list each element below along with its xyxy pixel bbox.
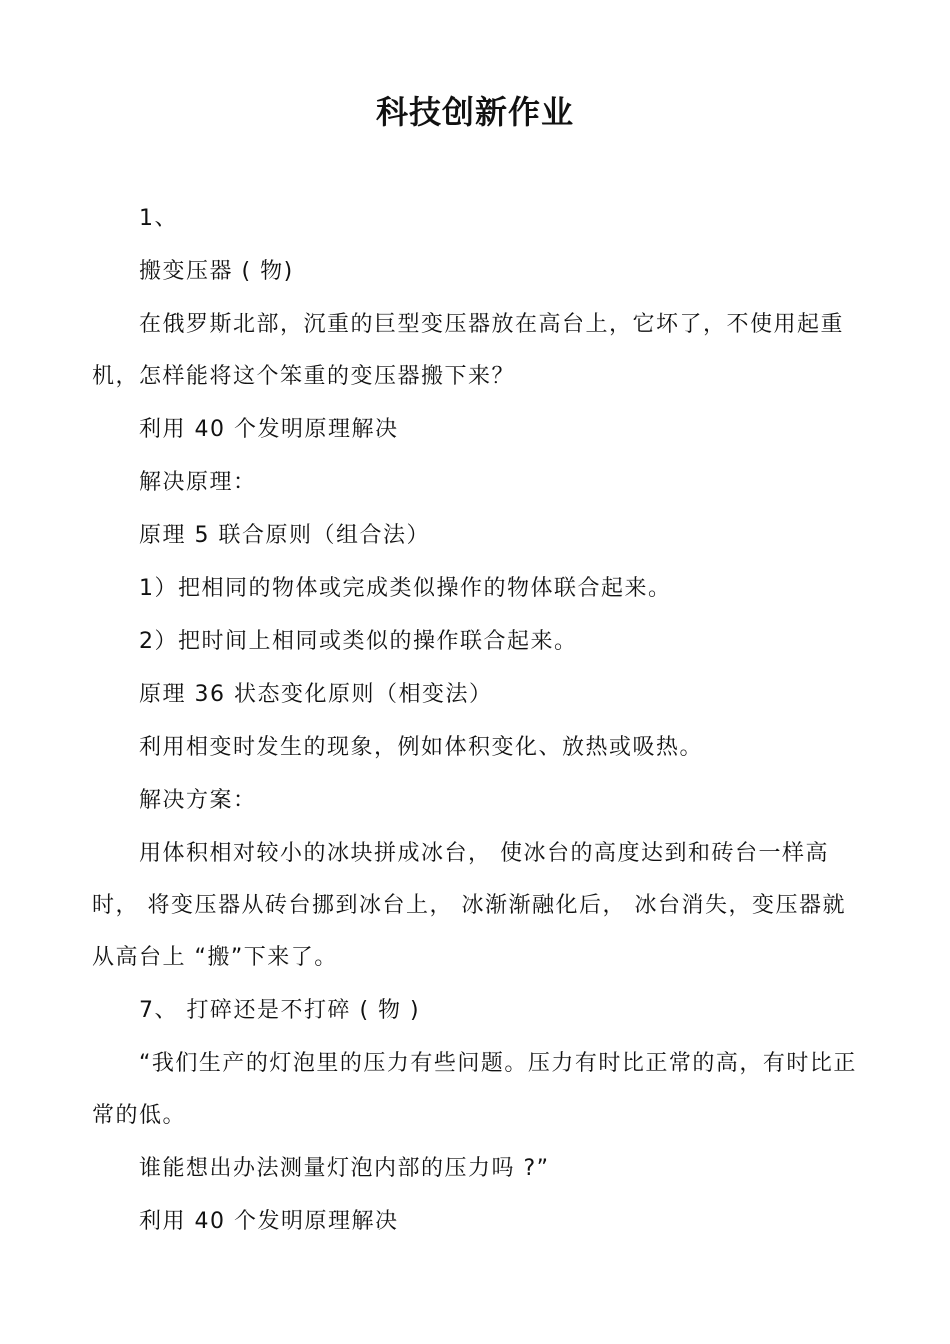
paragraph-principle-5: 原理 5 联合原则（组合法） [139, 523, 430, 548]
paragraph-solution: 用体积相对较小的冰块拼成冰台， 使冰台的高度达到和砖台一样高时， 将变压器从砖台挪到冰台上， 冰渐渐融化后， 冰台消失，变压器就从高台上 “搬”下来了。 [92, 841, 846, 970]
paragraph-problem-description: 在俄罗斯北部，沉重的巨型变压器放在高台上，它坏了，不使用起重机，怎样能将这个笨重的变压器搬下来？ [92, 312, 845, 389]
paragraph-section-number: 1、 [139, 206, 178, 231]
paragraph-principle-36-desc: 利用相变时发生的现象，例如体积变化、放热或吸热。 [139, 735, 704, 760]
paragraph-method: 利用 40 个发明原理解决 [139, 417, 399, 442]
paragraph-principle-36: 原理 36 状态变化原则（相变法） [139, 682, 493, 707]
paragraph-problem-7-quote: “我们生产的灯泡里的压力有些问题。压力有时比正常的高，有时比正常的低。 [92, 1051, 857, 1128]
paragraph-problem-title: 搬变压器 ( 物) [139, 259, 294, 284]
paragraph-principle-5-item-2: 2）把时间上相同或类似的操作联合起来。 [139, 629, 578, 654]
paragraph-principle-5-item-1: 1）把相同的物体或完成类似操作的物体联合起来。 [139, 576, 672, 601]
paragraph-problem-7-question: 谁能想出办法测量灯泡内部的压力吗 ?” [139, 1156, 550, 1181]
paragraph-solution-heading: 解决方案： [139, 788, 257, 813]
paragraph-problem-7-title: 7、 打碎还是不打碎 ( 物 ) [139, 998, 421, 1023]
document-body [92, 206, 862, 1262]
paragraph-principle-heading: 解决原理： [139, 470, 257, 495]
paragraph-method-2: 利用 40 个发明原理解决 [139, 1209, 399, 1234]
document-title: 科技创新作业 [375, 93, 574, 131]
